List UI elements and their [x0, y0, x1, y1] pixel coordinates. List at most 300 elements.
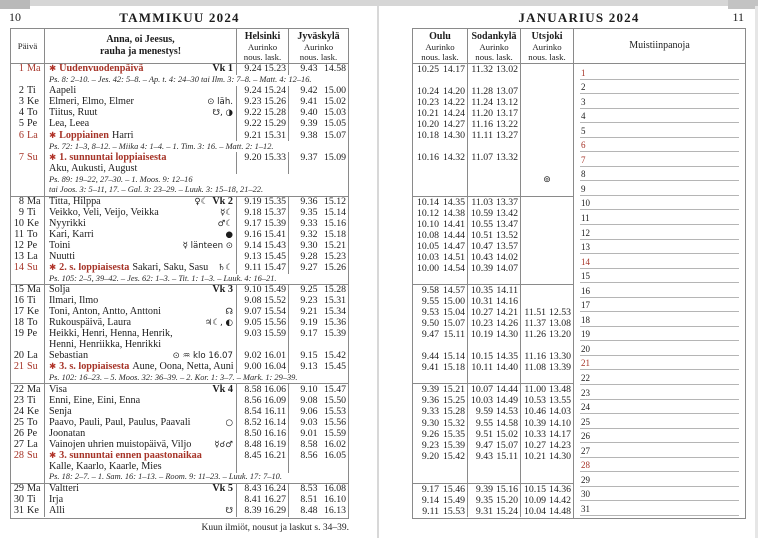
time-value: 10.47 [470, 240, 493, 252]
utsjoki-times-cell [520, 285, 573, 296]
time-value: 9.23 [421, 439, 439, 451]
sodankyla-times-cell [467, 86, 520, 97]
time-value: 16.29 [263, 505, 286, 517]
name-day-names: Nyyrikki [49, 218, 86, 229]
note-line [580, 472, 739, 487]
day-row [11, 263, 348, 274]
holiday-star-icon: ✱ [49, 130, 57, 141]
time-value: 9.00 [244, 361, 262, 373]
time-value: 8.51 [300, 494, 318, 506]
time-value: 9.40 [300, 107, 318, 119]
sun-times-row [413, 351, 573, 362]
time-value: 9.53 [421, 307, 439, 319]
time-value: 10.15 [470, 351, 493, 363]
helsinki-times-cell [236, 406, 288, 417]
note-day-number: 25 [581, 416, 590, 427]
time-value: 9.38 [300, 129, 318, 141]
time-value: 14.24 [442, 108, 465, 120]
name-day-names: Sakari, Saku, Sasu [132, 262, 209, 274]
helsinki-times-cell [236, 163, 288, 174]
note-day-number: 11 [581, 213, 590, 224]
sodankyla-times-cell [467, 362, 520, 373]
time-value: 15.16 [323, 217, 346, 229]
name-day-names: Enni, Eine, Eini, Enna [49, 395, 141, 406]
time-value: 16.01 [263, 350, 286, 362]
jyvaskyla-times-cell [288, 418, 348, 429]
day-cell [11, 384, 45, 395]
time-value: 10.05 [416, 240, 439, 252]
jyvaskyla-column-header: Jyväskylä Aurinko nous. lask. [288, 29, 348, 63]
row-right-group [173, 351, 233, 362]
time-value: 15.45 [263, 251, 286, 263]
time-value: 10.46 [523, 406, 546, 418]
sun-times-row [413, 152, 573, 163]
time-value: 9.03 [300, 416, 318, 428]
day-row [11, 351, 348, 362]
name-day-cell [45, 241, 236, 252]
utsjoki-times-cell [520, 429, 573, 440]
oulu-times-cell [413, 340, 467, 351]
time-value: 15.28 [263, 107, 286, 119]
time-value: 13.39 [548, 362, 571, 374]
sodankyla-times-cell [467, 64, 520, 75]
time-value: 13.27 [495, 130, 518, 142]
time-value: 10.24 [416, 86, 439, 98]
time-value: 9.51 [475, 428, 493, 440]
jyvaskyla-times-cell [288, 163, 348, 174]
oulu-times-cell [413, 506, 467, 517]
sodankyla-column-header: Sodankylä Aurinko nous. lask. [467, 29, 520, 63]
time-value: 10.31 [470, 296, 493, 307]
time-value: 11.00 [524, 384, 546, 396]
name-day-names: Titta, Hilppa [49, 196, 101, 207]
right-table-header [413, 29, 745, 64]
time-value: 9.18 [244, 206, 262, 218]
day-number: 23 [13, 394, 24, 406]
time-value: 15.23 [263, 64, 286, 75]
weekday-abbr: La [27, 438, 38, 450]
day-cell [11, 473, 45, 483]
oulu-times-cell [413, 108, 467, 119]
time-value: 15.00 [442, 296, 465, 307]
time-value: 15.24 [263, 85, 286, 97]
utsjoki-times-cell [520, 340, 573, 351]
day-cell [11, 429, 45, 440]
name-day-names: Aku, Aukusti, August [49, 163, 138, 174]
sodankyla-times-cell [467, 318, 520, 329]
note-line [580, 152, 739, 167]
note-line [580, 385, 739, 400]
right-times-body [413, 64, 573, 518]
time-value: 9.39 [421, 384, 439, 396]
day-number: 1 [18, 64, 24, 75]
jyvaskyla-times-cell [288, 451, 348, 462]
day-number: 21 [13, 361, 24, 373]
astronomy-symbol: ⊙ ♒ klo 16.07 [172, 351, 233, 362]
time-value: 15.56 [323, 416, 346, 428]
scripture-row [11, 186, 348, 197]
sodankyla-times-cell [467, 119, 520, 130]
time-value: 15.36 [323, 317, 346, 329]
note-line [580, 269, 739, 284]
name-day-cell [45, 451, 236, 462]
time-value: 9.16 [244, 228, 262, 240]
note-line [580, 327, 739, 342]
time-value: 8.58 [300, 438, 318, 450]
time-value: 9.35 [475, 494, 493, 506]
name-day-names: Toini [49, 240, 71, 251]
jyvaskyla-times-cell [288, 395, 348, 406]
oulu-times-cell [413, 495, 467, 506]
weekday-abbr: Ke [27, 306, 39, 318]
scripture-row [11, 274, 348, 285]
sodankyla-times-cell [467, 440, 520, 451]
name-day-cell [45, 307, 236, 318]
day-row [11, 64, 348, 75]
note-line [580, 312, 739, 327]
note-day-number: 24 [581, 402, 590, 413]
name-day-cell [45, 506, 236, 517]
note-day-number: 8 [581, 169, 586, 180]
name-day-cell [45, 252, 236, 263]
note-line [580, 210, 739, 225]
time-value: 9.36 [421, 395, 439, 407]
time-value: 9.59 [475, 406, 493, 418]
time-value: 9.24 [244, 64, 262, 75]
note-day-number: 28 [581, 460, 590, 471]
day-number: 2 [18, 85, 24, 97]
note-line [580, 80, 739, 95]
helsinki-times-cell [236, 329, 288, 340]
oulu-times-cell [413, 241, 467, 252]
utsjoki-times-cell [520, 384, 573, 395]
note-line [580, 443, 739, 458]
name-day-names: Valtteri [49, 483, 79, 494]
day-number: 20 [13, 350, 24, 362]
sodankyla-times-cell [467, 473, 520, 483]
note-day-number: 3 [581, 96, 586, 107]
utsjoki-times-cell [520, 307, 573, 318]
time-value: 15.18 [442, 362, 465, 374]
time-value: 15.24 [495, 505, 518, 517]
time-value: 14.23 [548, 439, 571, 451]
utsjoki-times-cell [520, 197, 573, 208]
weekday-abbr: Pe [27, 328, 38, 340]
time-value: 15.26 [323, 262, 346, 274]
note-line [580, 370, 739, 385]
row-right-group [225, 307, 233, 318]
utsjoki-times-cell [520, 451, 573, 462]
name-day-cell [45, 362, 236, 373]
sun-times-row [413, 219, 573, 230]
astronomy-symbol: ♃☾, ◐ [204, 318, 233, 329]
time-value: 14.20 [442, 86, 465, 98]
utsjoki-times-cell [520, 484, 573, 495]
time-value: 9.22 [244, 107, 262, 119]
oulu-times-cell [413, 373, 467, 383]
name-day-names: Elmeri, Elmo, Elmer [49, 97, 134, 108]
name-day-names: Aapeli [49, 86, 77, 97]
sodankyla-times-cell [467, 130, 520, 141]
note-line [580, 356, 739, 371]
scripture-row [11, 75, 348, 86]
time-value: 9.19 [244, 195, 262, 207]
time-value: 9.23 [244, 96, 262, 108]
time-value: 15.28 [442, 406, 465, 418]
weekday-abbr: Pe [27, 427, 38, 439]
time-value: 16.02 [323, 438, 346, 450]
utsjoki-times-cell [520, 473, 573, 483]
oulu-times-cell [413, 163, 467, 174]
day-row [11, 130, 348, 141]
day-number: 17 [13, 306, 24, 318]
weekday-abbr: To [27, 317, 38, 329]
time-value: 8.56 [244, 394, 262, 406]
day-number: 3 [18, 96, 24, 108]
left-page [0, 6, 377, 538]
day-number: 19 [13, 328, 24, 340]
oulu-times-cell [413, 152, 467, 163]
utsjoki-times-cell [520, 119, 573, 130]
utsjoki-times-cell [520, 418, 573, 429]
time-value: 9.11 [422, 505, 439, 517]
time-value: 15.39 [263, 217, 286, 229]
time-value: 15.07 [495, 439, 518, 451]
oulu-times-cell [413, 263, 467, 274]
note-line [580, 65, 739, 80]
weekday-abbr: La [27, 251, 38, 263]
helsinki-times-cell [236, 506, 288, 517]
helsinki-times-cell [236, 152, 288, 163]
day-number: 30 [13, 494, 24, 506]
time-value: 14.54 [442, 262, 465, 274]
sun-times-row [413, 130, 573, 141]
name-day-cell [45, 495, 236, 506]
time-value: 11.11 [471, 130, 493, 142]
time-value: 10.59 [470, 207, 493, 219]
sodankyla-times-cell [467, 296, 520, 307]
time-value: 10.08 [416, 229, 439, 241]
helsinki-times-cell [236, 440, 288, 451]
helsinki-times-cell [236, 451, 288, 462]
utsjoki-times-cell [520, 373, 573, 383]
name-day-cell [45, 484, 236, 495]
time-value: 14.10 [548, 417, 571, 429]
day-cell [11, 395, 45, 406]
note-day-number: 6 [581, 140, 586, 151]
weekday-abbr: Ke [27, 217, 39, 229]
right-page [379, 6, 758, 538]
time-value: 9.15 [300, 350, 318, 362]
helsinki-times-cell [236, 429, 288, 440]
time-value: 9.21 [300, 306, 318, 318]
time-value: 15.03 [323, 107, 346, 119]
name-day-names: Kalle, Kaarlo, Kaarle, Mies [49, 461, 162, 472]
sun-times-row [413, 241, 573, 252]
utsjoki-times-cell [520, 141, 573, 152]
time-value: 9.35 [300, 206, 318, 218]
time-value: 11.03 [471, 196, 493, 208]
month-quote: Anna, oi Jeesus, rauha ja menestys! [99, 34, 182, 57]
time-value: 8.56 [300, 449, 318, 461]
note-day-number: 20 [581, 343, 590, 354]
scripture-row [11, 473, 348, 484]
time-value: 9.39 [300, 118, 318, 130]
note-day-number: 26 [581, 431, 590, 442]
oulu-times-cell [413, 186, 467, 196]
time-value: 9.20 [244, 151, 262, 163]
time-value: 13.57 [495, 240, 518, 252]
sodankyla-times-cell [467, 451, 520, 462]
time-value: 8.48 [300, 505, 318, 517]
time-value: 10.04 [523, 505, 546, 517]
note-line [580, 341, 739, 356]
time-value: 10.20 [416, 119, 439, 131]
day-number: 6 [18, 129, 24, 141]
oulu-times-cell [413, 418, 467, 429]
sodankyla-times-cell [467, 97, 520, 108]
week-number-label: Vk 4 [212, 384, 233, 395]
time-value: 15.21 [442, 384, 465, 396]
helsinki-times-cell [236, 418, 288, 429]
oulu-times-cell [413, 86, 467, 97]
utsjoki-times-cell [520, 241, 573, 252]
time-value: 15.52 [263, 295, 286, 307]
sodankyla-times-cell [467, 384, 520, 395]
sodankyla-times-cell [467, 141, 520, 152]
name-day-cell [45, 263, 236, 274]
weekday-abbr: Su [27, 361, 38, 373]
jyvaskyla-times-cell [288, 64, 348, 75]
sun-times-row [413, 141, 573, 152]
time-value: 9.39 [475, 483, 493, 495]
time-value: 10.53 [523, 395, 546, 407]
time-value: 8.54 [244, 405, 262, 417]
time-value: 14.17 [442, 64, 465, 76]
time-value: 9.10 [300, 383, 318, 395]
day-row [11, 252, 348, 263]
note-day-number: 15 [581, 271, 590, 282]
time-value: 8.58 [244, 383, 262, 395]
time-value: 15.20 [495, 494, 518, 506]
day-cell [11, 418, 45, 429]
weekday-abbr: Ti [27, 394, 36, 406]
day-row [11, 484, 348, 495]
time-value: 10.23 [416, 97, 439, 109]
time-value: 10.09 [523, 494, 546, 506]
holiday-star-icon: ✱ [49, 64, 57, 75]
helsinki-times-cell [236, 362, 288, 373]
utsjoki-times-cell [520, 108, 573, 119]
time-value: 8.41 [244, 494, 262, 506]
day-row [11, 495, 348, 506]
time-value: 16.11 [264, 405, 286, 417]
utsjoki-times-cell [520, 296, 573, 307]
name-day-cell [45, 285, 236, 296]
time-value: 15.14 [323, 206, 346, 218]
scripture-reference: Ps. 18: 2–7. – 1. Sam. 16: 1–13. – Room. 9: 11–23. – Luuk. 17: 7–10. [49, 472, 282, 482]
time-value: 9.37 [300, 151, 318, 163]
helsinki-times-cell [236, 395, 288, 406]
day-number: 13 [13, 251, 24, 263]
name-day-names: Kari, Karri [49, 229, 94, 240]
oulu-times-cell [413, 429, 467, 440]
utsjoki-times-cell [520, 329, 573, 340]
oulu-times-cell [413, 274, 467, 284]
weekday-abbr: To [27, 416, 38, 428]
sodankyla-times-cell [467, 208, 520, 219]
note-day-number: 13 [581, 242, 590, 253]
oulu-times-cell [413, 219, 467, 230]
right-page-title: JANUARIUS 2024 [518, 10, 640, 25]
time-value: 15.00 [323, 85, 346, 97]
note-day-number: 16 [581, 285, 590, 296]
time-value: 9.30 [421, 417, 439, 429]
time-value: 9.41 [300, 96, 318, 108]
time-value: 14.22 [442, 97, 465, 109]
sodankyla-times-cell [467, 108, 520, 119]
utsjoki-times-cell [520, 219, 573, 230]
note-day-number: 23 [581, 387, 590, 398]
time-value: 15.42 [442, 450, 465, 462]
time-value: 11.08 [524, 362, 546, 374]
sun-first-appearance-icon: ⊚ [543, 174, 551, 185]
day-row [11, 451, 348, 462]
time-value: 14.35 [442, 196, 465, 208]
name-day-cell [45, 406, 236, 417]
sodankyla-times-cell [467, 351, 520, 362]
day-number: 29 [13, 483, 24, 494]
note-day-number: 10 [581, 198, 590, 209]
time-value: 9.30 [300, 239, 318, 251]
time-value: 15.02 [495, 428, 518, 440]
note-day-number: 9 [581, 183, 586, 194]
utsjoki-times-cell [520, 318, 573, 329]
note-day-number: 18 [581, 314, 590, 325]
weekday-abbr: Ma [27, 483, 41, 494]
oulu-times-cell [413, 119, 467, 130]
row-right-group [212, 484, 233, 495]
time-value: 10.23 [470, 318, 493, 330]
time-value: 10.27 [470, 307, 493, 319]
time-value: 16.09 [263, 394, 286, 406]
time-value: 8.39 [244, 505, 262, 517]
time-value: 16.13 [323, 505, 346, 517]
name-day-names: Visa [49, 384, 68, 395]
time-value: 13.37 [495, 196, 518, 208]
helsinki-times-cell [236, 130, 288, 141]
time-value: 9.28 [300, 251, 318, 263]
time-value: 8.48 [244, 438, 262, 450]
name-day-names: Aune, Oona, Netta, Auni [132, 362, 234, 373]
time-value: 9.13 [300, 361, 318, 373]
weekday-abbr: Ke [27, 405, 39, 417]
names-continuation-row [11, 340, 348, 351]
time-value: 15.37 [263, 206, 286, 218]
time-value: 11.32 [471, 64, 493, 76]
time-value: 15.09 [323, 151, 346, 163]
sun-times-row [413, 64, 573, 75]
oulu-times-cell [413, 285, 467, 296]
sun-times-row [413, 208, 573, 219]
time-value: 9.47 [421, 329, 439, 341]
jyvaskyla-times-cell [288, 506, 348, 517]
name-day-cell [45, 230, 236, 241]
day-number: 9 [18, 206, 24, 218]
day-cell [11, 406, 45, 417]
day-row [11, 97, 348, 108]
sodankyla-times-cell [467, 174, 520, 185]
